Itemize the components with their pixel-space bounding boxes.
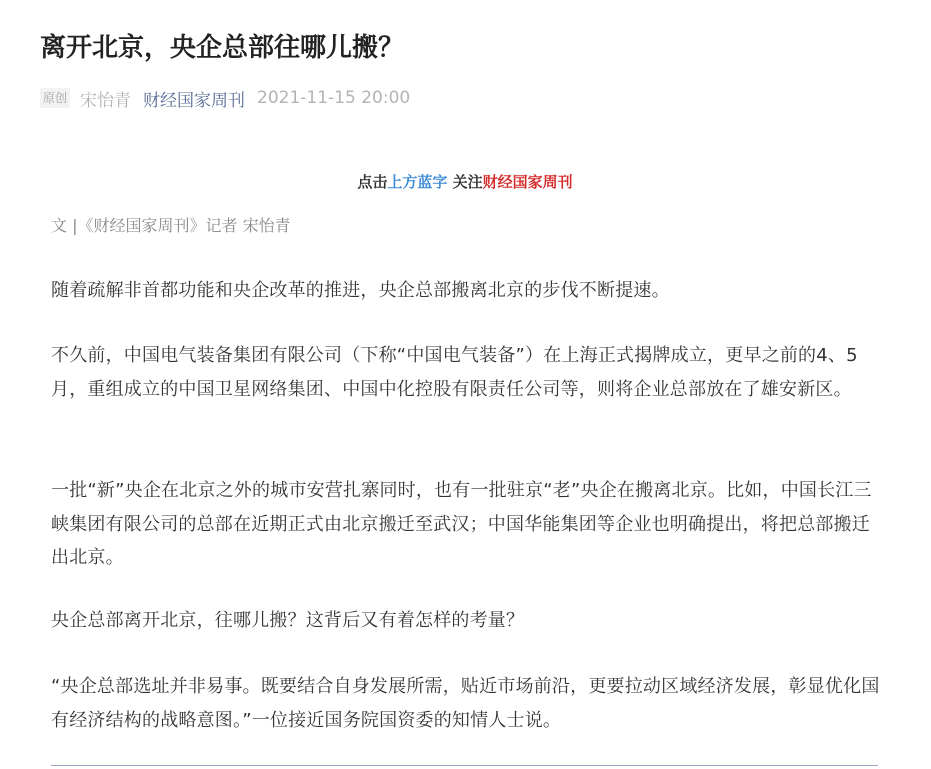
paragraph: 随着疏解非首都功能和央企改革的推进，央企总部搬离北京的步伐不断提速。 (51, 280, 670, 301)
divider (51, 765, 878, 766)
follow-prompt-follow-text: 关注 (447, 173, 483, 191)
account-link[interactable]: 财经国家周刊 (143, 90, 246, 111)
byline: 文 |《财经国家周刊》记者 宋怡青 (51, 216, 291, 235)
follow-prompt (40, 170, 890, 194)
follow-prompt-account: 财经国家周刊 (482, 173, 573, 191)
author-name: 宋怡青 (80, 90, 132, 111)
paragraph: 央企总部离开北京，往哪儿搬？这背后又有着怎样的考量？ (51, 610, 525, 631)
article-meta (40, 84, 410, 112)
paragraph: 一批“新”央企在北京之外的城市安营扎寨同时，也有一批驻京“老”央企在搬离北京。比如，中国长江三峡集团有限公司的总部在近期正式由北京搬迁至武汉；中国华能集团等企业也明确提出，将把总部搬迁出北京。 (51, 480, 872, 568)
follow-prompt-blue-text: 上方蓝字 (387, 173, 448, 191)
paragraph: 不久前，中国电气装备集团有限公司（下称“中国电气装备”）在上海正式揭牌成立，更早之前的4、5月，重组成立的中国卫星网络集团、中国中化控股有限责任公司等，则将企业总部放在了雄安新区。 (51, 345, 858, 400)
publish-datetime: 2021-11-15 20:00 (257, 88, 411, 108)
follow-prompt-text: 点击 (357, 173, 388, 191)
original-badge: 原创 (40, 88, 70, 108)
paragraph: “央企总部选址并非易事。既要结合自身发展所需，贴近市场前沿，更要拉动区域经济发展，彰显优化国有经济结构的战略意图。”一位接近国务院国资委的知情人士说。 (51, 676, 880, 731)
article-title: 离开北京，央企总部往哪儿搬？ (40, 33, 405, 63)
